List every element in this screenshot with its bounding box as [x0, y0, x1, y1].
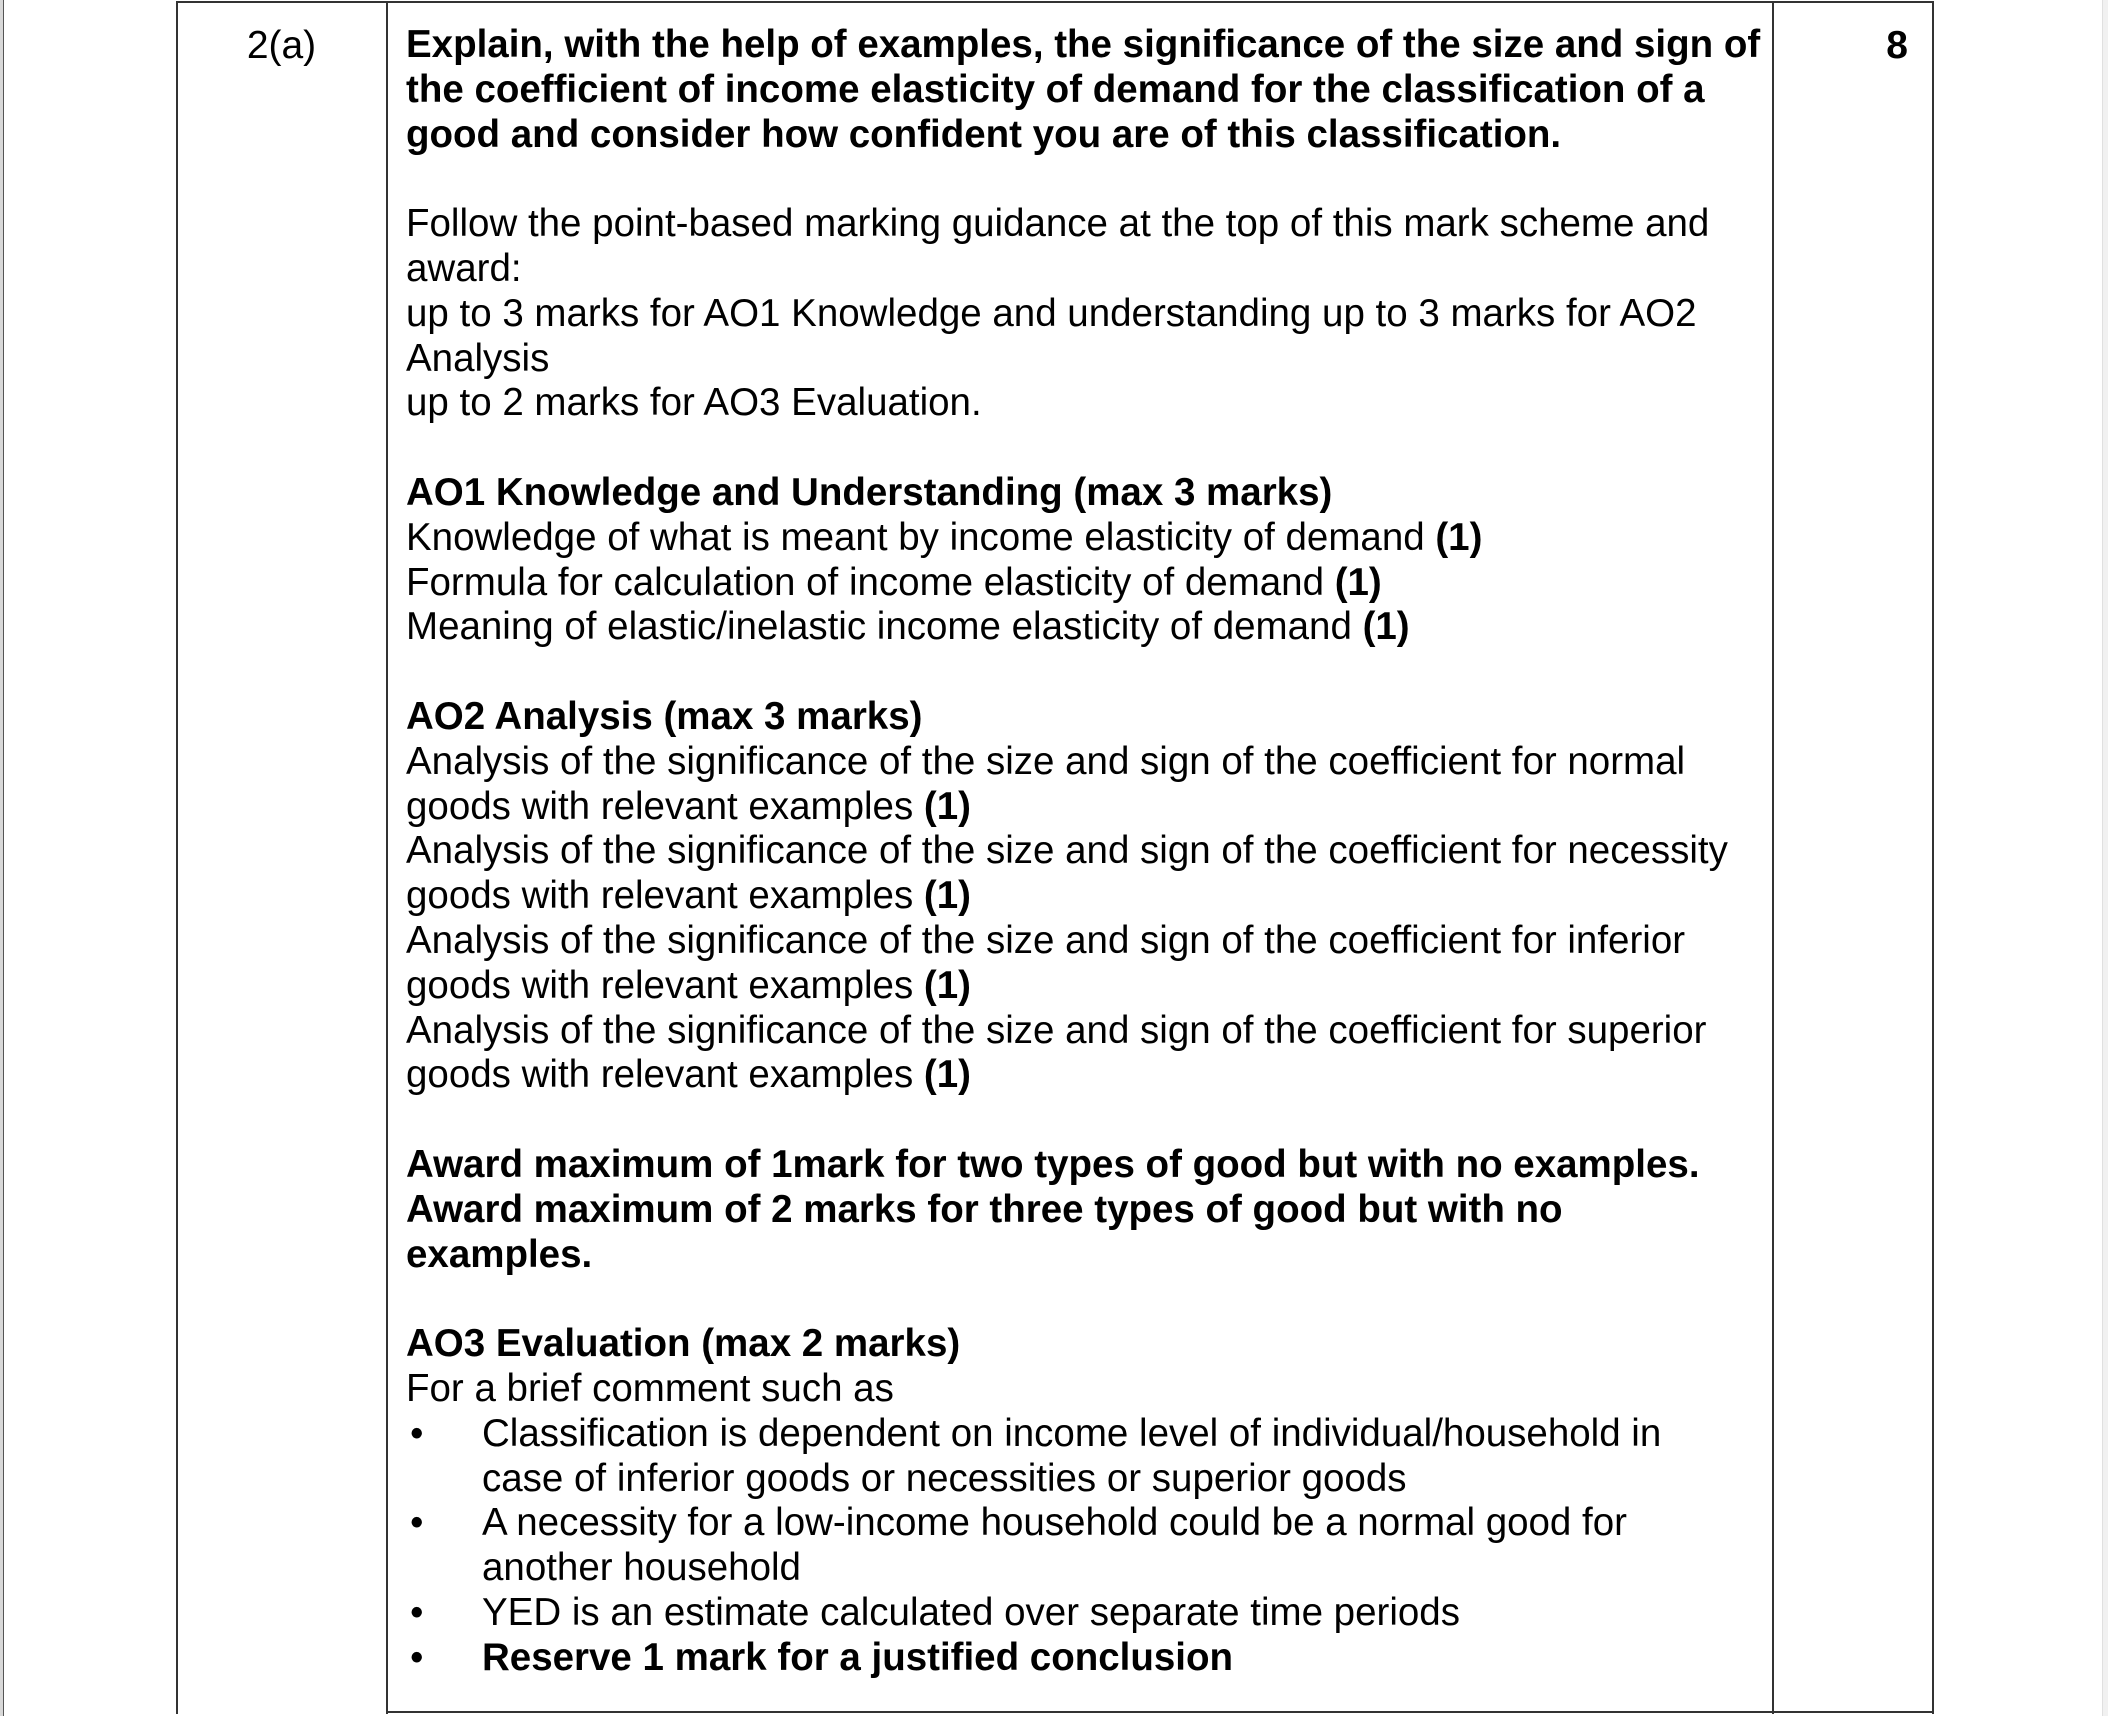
- ao3-bullet: • YED is an estimate calculated over separate time periods: [410, 1590, 1460, 1634]
- bullet-icon: •: [410, 1635, 424, 1679]
- question-content-cell: [406, 1, 1776, 1680]
- marks-value: 8: [1886, 24, 1908, 67]
- guidance-line: Follow the point-based marking guidance at the top of this mark scheme and award:: [406, 202, 1710, 290]
- bullet-icon: •: [410, 1411, 424, 1455]
- guidance-line: up to 3 marks for AO1 Knowledge and understanding up to 3 marks for AO2 Analysis: [406, 291, 1697, 380]
- ao3-bullet: • Reserve 1 mark for a justified conclusion: [410, 1635, 1234, 1679]
- ao2-heading: AO2 Analysis (max 3 marks): [406, 694, 923, 738]
- mark-value: (1): [1435, 515, 1483, 559]
- column-border-left: [176, 1, 178, 1714]
- mark-value: (1): [923, 784, 971, 828]
- question-number: 2(a): [246, 24, 317, 67]
- ao1-item: Knowledge of what is meant by income elasticity of demand (1): [406, 515, 1483, 559]
- column-border-qnum-content: [386, 1, 388, 1714]
- question-prompt: Explain, with the help of examples, the significance of the size and sign of the coefficient of income elasticity of demand for the classification of a good and consider how confident you are of this classification.: [406, 23, 1761, 156]
- ao3-bullet: • Classification is dependent on income level of individual/household in case of inferior goods or necessities or superior goods: [410, 1411, 1662, 1500]
- column-border-right: [1932, 1, 1934, 1714]
- marks-cell: [1773, 1, 1934, 68]
- mark-scheme-table: [176, 1, 1934, 1714]
- award-note: Award maximum of 1mark for two types of good but with no examples.: [406, 1142, 1700, 1186]
- ao3-bullet: • A necessity for a low-income household could be a normal good for another household: [410, 1501, 1627, 1590]
- table-bottom-border: [386, 1711, 1934, 1713]
- mark-value: (1): [1334, 560, 1382, 604]
- ao2-item: Analysis of the significance of the size and sign of the coefficient for superior goods with relevant examples (1): [406, 1008, 1707, 1097]
- question-number-cell: [176, 1, 387, 68]
- ao3-intro: For a brief comment such as: [406, 1366, 894, 1410]
- mark-value: (1): [923, 874, 971, 918]
- mark-value: (1): [923, 963, 971, 1007]
- ao2-item: Analysis of the significance of the size and sign of the coefficient for inferior goods with relevant examples (1): [406, 918, 1686, 1007]
- ao1-item: Meaning of elastic/inelastic income elasticity of demand (1): [406, 605, 1410, 649]
- ao3-bullet-list: [406, 1412, 1776, 1681]
- page-edge-right: [2102, 0, 2108, 1716]
- guidance-line: up to 2 marks for AO3 Evaluation.: [406, 381, 982, 425]
- bullet-icon: •: [410, 1501, 424, 1545]
- ao1-item: Formula for calculation of income elasticity of demand (1): [406, 560, 1382, 604]
- mark-value: (1): [923, 1053, 971, 1097]
- ao2-item: Analysis of the significance of the size and sign of the coefficient for normal goods with relevant examples (1): [406, 739, 1686, 828]
- ao2-item: Analysis of the significance of the size and sign of the coefficient for necessity goods with relevant examples (1): [406, 829, 1728, 918]
- page-edge-left: [0, 0, 4, 1716]
- mark-value: (1): [1362, 605, 1410, 649]
- ao3-heading: AO3 Evaluation (max 2 marks): [406, 1322, 961, 1366]
- award-note: Award maximum of 2 marks for three types of good but with no examples.: [406, 1187, 1563, 1276]
- ao1-heading: AO1 Knowledge and Understanding (max 3 marks): [406, 470, 1333, 514]
- bullet-icon: •: [410, 1590, 424, 1634]
